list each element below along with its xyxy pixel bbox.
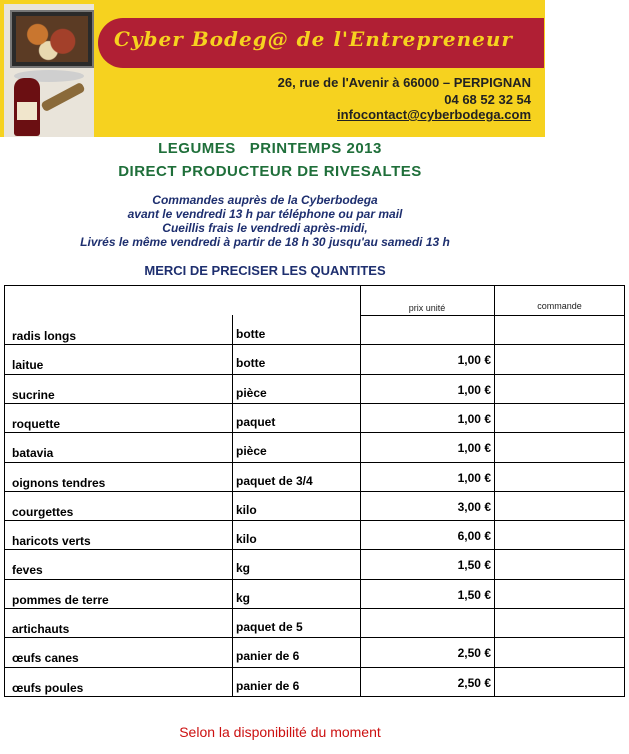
product-price: 2,50 € bbox=[457, 646, 491, 661]
order-quantity-cell[interactable] bbox=[496, 317, 622, 342]
quantity-notice: MERCI DE PRECISER LES QUANTITES bbox=[144, 263, 386, 278]
product-name: roquette bbox=[12, 416, 60, 431]
product-name: oignons tendres bbox=[12, 475, 106, 490]
header-price: prix unité bbox=[408, 303, 446, 313]
product-price: 1,00 € bbox=[457, 470, 491, 485]
wine-bottle-image bbox=[14, 78, 40, 136]
brand-banner bbox=[98, 18, 544, 68]
product-price: 1,00 € bbox=[457, 353, 491, 368]
address: 26, rue de l'Avenir à 66000 – PERPIGNAN bbox=[277, 75, 531, 90]
product-name: œufs poules bbox=[12, 680, 84, 695]
product-unit: kg bbox=[236, 561, 251, 576]
table-row bbox=[4, 374, 625, 403]
email-link[interactable]: infocontact@cyberbodega.com bbox=[337, 107, 531, 122]
header-order: commande bbox=[537, 301, 582, 311]
table-row bbox=[4, 549, 625, 578]
product-price: 3,00 € bbox=[457, 499, 491, 514]
product-unit: pièce bbox=[236, 444, 267, 459]
table-row bbox=[4, 667, 625, 696]
header-photo bbox=[4, 4, 94, 137]
product-unit: paquet bbox=[236, 414, 276, 429]
order-quantity-cell[interactable] bbox=[496, 434, 622, 459]
table-row bbox=[4, 637, 625, 666]
info-line: Commandes auprès de la Cyberbodega bbox=[152, 193, 378, 207]
product-price: 1,00 € bbox=[457, 382, 491, 397]
table-row bbox=[4, 462, 625, 491]
order-quantity-cell[interactable] bbox=[496, 522, 622, 547]
product-unit: paquet de 5 bbox=[236, 620, 303, 634]
table-row bbox=[4, 579, 625, 608]
product-unit: botte bbox=[236, 327, 266, 341]
phone: 04 68 52 32 54 bbox=[444, 92, 531, 107]
product-unit: kg bbox=[236, 590, 251, 605]
header bbox=[0, 0, 545, 137]
table-row bbox=[4, 608, 625, 637]
corkscrew-image bbox=[40, 82, 85, 112]
table-top-border bbox=[4, 285, 625, 286]
product-price: 1,00 € bbox=[457, 441, 491, 456]
price-table bbox=[4, 285, 625, 697]
info-line: avant le vendredi 13 h par téléphone ou par mail bbox=[127, 207, 403, 221]
table-row bbox=[4, 491, 625, 520]
table-row bbox=[4, 403, 625, 432]
availability-note: Selon la disponibilité du moment bbox=[179, 724, 381, 740]
product-name: feves bbox=[12, 563, 43, 578]
table-row bbox=[4, 315, 625, 344]
product-unit: panier de 6 bbox=[236, 678, 300, 693]
title-season: LEGUMES PRINTEMPS 2013 bbox=[158, 140, 382, 157]
row-border bbox=[4, 696, 625, 697]
title-producer: DIRECT PRODUCTEUR DE RIVESALTES bbox=[118, 163, 422, 180]
brand-title: Cyber Bodeg@ de l'Entrepreneur bbox=[114, 27, 513, 51]
info-line: Cueillis frais le vendredi après-midi, bbox=[162, 221, 368, 235]
product-unit: botte bbox=[236, 356, 266, 371]
product-unit: pièce bbox=[236, 385, 267, 400]
order-quantity-cell[interactable] bbox=[496, 639, 622, 664]
product-price: 6,00 € bbox=[457, 529, 491, 544]
info-line: Livrés le même vendredi à partir de 18 h 30 jusqu'au samedi 13 h bbox=[80, 235, 450, 249]
table-row bbox=[4, 432, 625, 461]
product-unit: kilo bbox=[236, 502, 257, 517]
monitor-image bbox=[10, 10, 94, 68]
product-price: 1,00 € bbox=[457, 411, 491, 426]
table-row bbox=[4, 520, 625, 549]
product-name: courgettes bbox=[12, 504, 74, 519]
order-quantity-cell[interactable] bbox=[496, 464, 622, 489]
order-quantity-cell[interactable] bbox=[496, 346, 622, 371]
order-quantity-cell[interactable] bbox=[496, 551, 622, 576]
product-price: 2,50 € bbox=[457, 675, 491, 690]
product-unit: paquet de 3/4 bbox=[236, 473, 313, 488]
product-unit: panier de 6 bbox=[236, 649, 300, 664]
order-quantity-cell[interactable] bbox=[496, 669, 622, 694]
product-name: laitue bbox=[12, 358, 44, 373]
order-quantity-cell[interactable] bbox=[496, 405, 622, 430]
order-quantity-cell[interactable] bbox=[496, 376, 622, 401]
product-name: artichauts bbox=[12, 622, 70, 636]
product-price: 1,50 € bbox=[457, 587, 491, 602]
product-name: sucrine bbox=[12, 387, 55, 402]
product-name: œufs canes bbox=[12, 651, 79, 666]
product-unit: kilo bbox=[236, 532, 257, 547]
order-quantity-cell[interactable] bbox=[496, 581, 622, 606]
product-name: batavia bbox=[12, 446, 54, 461]
product-name: radis longs bbox=[12, 329, 77, 343]
product-name: haricots verts bbox=[12, 534, 91, 549]
product-name: pommes de terre bbox=[12, 592, 109, 607]
order-quantity-cell[interactable] bbox=[496, 493, 622, 518]
order-quantity-cell[interactable] bbox=[496, 610, 622, 635]
product-price: 1,50 € bbox=[457, 558, 491, 573]
table-row bbox=[4, 344, 625, 373]
